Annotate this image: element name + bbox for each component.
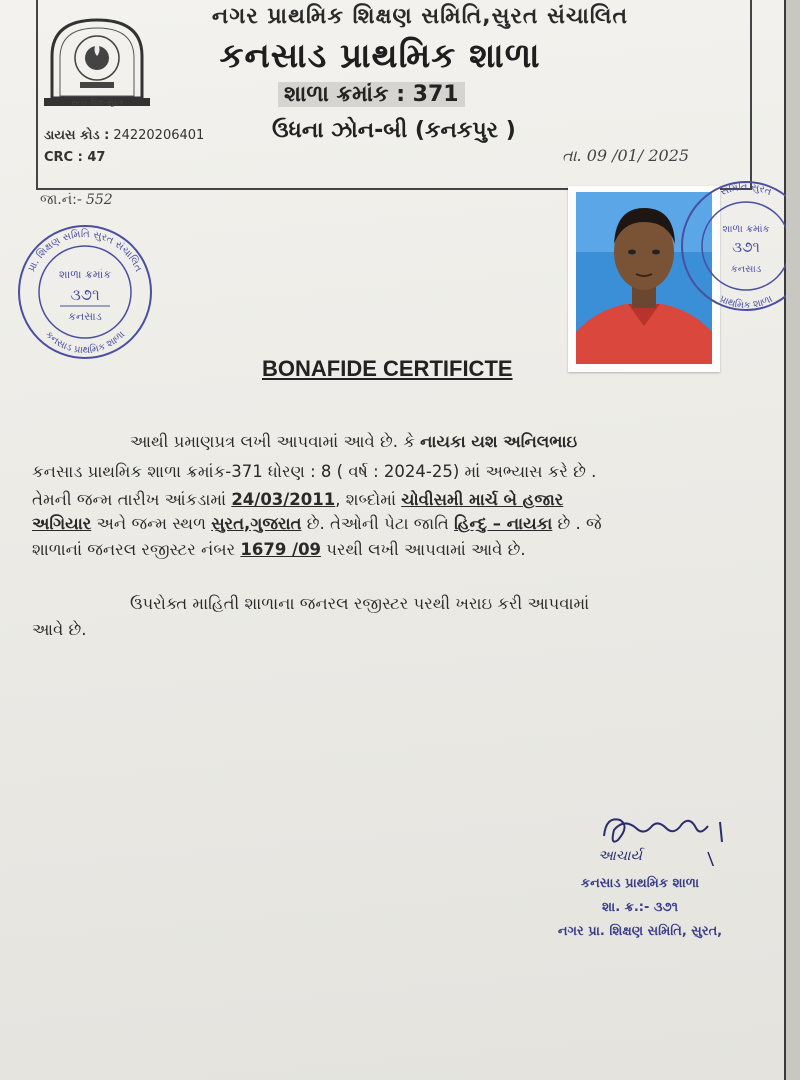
stamp-left-top: પ્રા. શિક્ષણ સમિતિ સુરત સંચાલિત bbox=[26, 228, 144, 274]
register-label: શાળાનાં જનરલ રજીસ્ટર નંબર bbox=[32, 540, 241, 559]
dob-value: 24/03/2011 bbox=[231, 490, 336, 509]
outward-value: 552 bbox=[85, 192, 113, 208]
crc-number: CRC : 47 bbox=[44, 150, 106, 165]
school-name: કનસાડ પ્રાથમિક શાળા bbox=[219, 36, 541, 76]
school-stamp-left bbox=[10, 222, 160, 362]
stamp-right-bottom: પ્રાથમિક શાળા bbox=[717, 293, 775, 312]
dob-words-label: , શબ્દોમાં bbox=[335, 490, 402, 509]
stamp-left-line2: ૩૭૧ bbox=[70, 285, 100, 304]
body-line-1 bbox=[130, 432, 800, 452]
school-number: શાળા ક્રમાંક : 371 bbox=[278, 82, 465, 107]
outward-number bbox=[40, 192, 113, 208]
seal-committee: નગર પ્રા. શિક્ષણ સમિતિ, સુરત, bbox=[557, 924, 723, 939]
outward-label: જા.નં:- bbox=[40, 192, 82, 208]
dob-words: ચોવીસમી માર્ચ બે હજાર bbox=[401, 490, 564, 509]
school-logo-icon bbox=[40, 12, 154, 112]
header-subtitle: નગર પ્રાથમિક શિક્ષણ સમિતિ,સુરત સંચાલિત bbox=[211, 4, 629, 29]
caste-label: છે. તેઓની પેટા જાતિ bbox=[301, 514, 455, 533]
body-line-7: આવે છે. bbox=[32, 620, 87, 639]
register-suffix: પરથી લખી આપવામાં આવે છે. bbox=[321, 540, 526, 559]
birthplace-value: સુરત,ગુજરાત bbox=[211, 514, 302, 533]
svg-text:પ્રાથમિક શાળા bbox=[717, 293, 774, 311]
certificate-title: BONAFIDE CERTIFICTE bbox=[262, 356, 513, 381]
dise-code bbox=[44, 128, 204, 143]
intro-text: આથી પ્રમાણપ્રત્ર લખી આપવામાં આવે છે. કે bbox=[130, 432, 421, 451]
body-line-3 bbox=[32, 490, 752, 510]
caste-suffix: છે . જે bbox=[552, 514, 602, 533]
seal-school: કનસાડ પ્રાથમિક શાળા bbox=[580, 876, 700, 891]
zone-name: ઉધના ઝોન-બી (કનકપુર ) bbox=[272, 118, 516, 143]
caste-value: હિન્દુ – નાયકા bbox=[454, 514, 553, 533]
stamp-left-line3: કનસાડ bbox=[68, 310, 102, 323]
dob-words-cont: અગિયાર bbox=[32, 514, 92, 533]
body-line-2: કનસાડ પ્રાથમિક શાળા ક્રમાંક-371 ધોરણ : 8 ( વર્ષ : 2024-25) માં અભ્યાસ કરે છે . bbox=[32, 462, 597, 481]
page-edge-background bbox=[786, 0, 800, 1080]
principal-role: આચાર્ય bbox=[598, 848, 642, 864]
school-stamp-right bbox=[676, 176, 800, 316]
stamp-right-line2: ૩૭૧ bbox=[732, 238, 760, 256]
svg-text:પ્રા. શિક્ષણ સમિતિ સુરત સંચાલિ bbox=[26, 228, 144, 274]
body-line-4 bbox=[32, 514, 752, 534]
stamp-right-line3: કનસાડ bbox=[730, 264, 762, 275]
logo-caption: સત્ય-શિક્ષ-સુરત bbox=[71, 98, 123, 107]
seal-number: શા. ક્ર.:- ૩૭૧ bbox=[602, 900, 678, 915]
body-line-5 bbox=[32, 540, 752, 560]
dob-label: તેમની જન્મ તારીખ આંકડામાં bbox=[32, 490, 232, 509]
student-name: નાયકા યશ અનિલભાઇ bbox=[420, 432, 578, 451]
stamp-right-top: સમિતિ સુરત bbox=[719, 181, 773, 199]
principal-seal bbox=[520, 872, 760, 944]
issue-date: તા. 09 /01/ 2025 bbox=[562, 146, 690, 165]
stamp-right-line1: શાળા ક્રમાંક bbox=[722, 224, 770, 235]
dise-value: 24220206401 bbox=[113, 128, 205, 143]
body-line-6: ઉપરોક્ત માહિતી શાળાના જનરલ રજીસ્ટર પરથી ખરાઇ કરી આપવામાં bbox=[130, 594, 590, 613]
birthplace-label: અને જન્મ સ્થળ bbox=[91, 514, 212, 533]
stamp-left-line1: શાળા ક્રમાંક bbox=[59, 268, 111, 281]
register-number: 1679 /09 bbox=[240, 540, 322, 559]
svg-text:સમિતિ સુરત bbox=[719, 181, 773, 198]
dise-label: ડાયસ કોડ : bbox=[44, 128, 110, 143]
stamp-left-bottom: કનસાડ પ્રાથમિક શાળા bbox=[42, 329, 128, 357]
